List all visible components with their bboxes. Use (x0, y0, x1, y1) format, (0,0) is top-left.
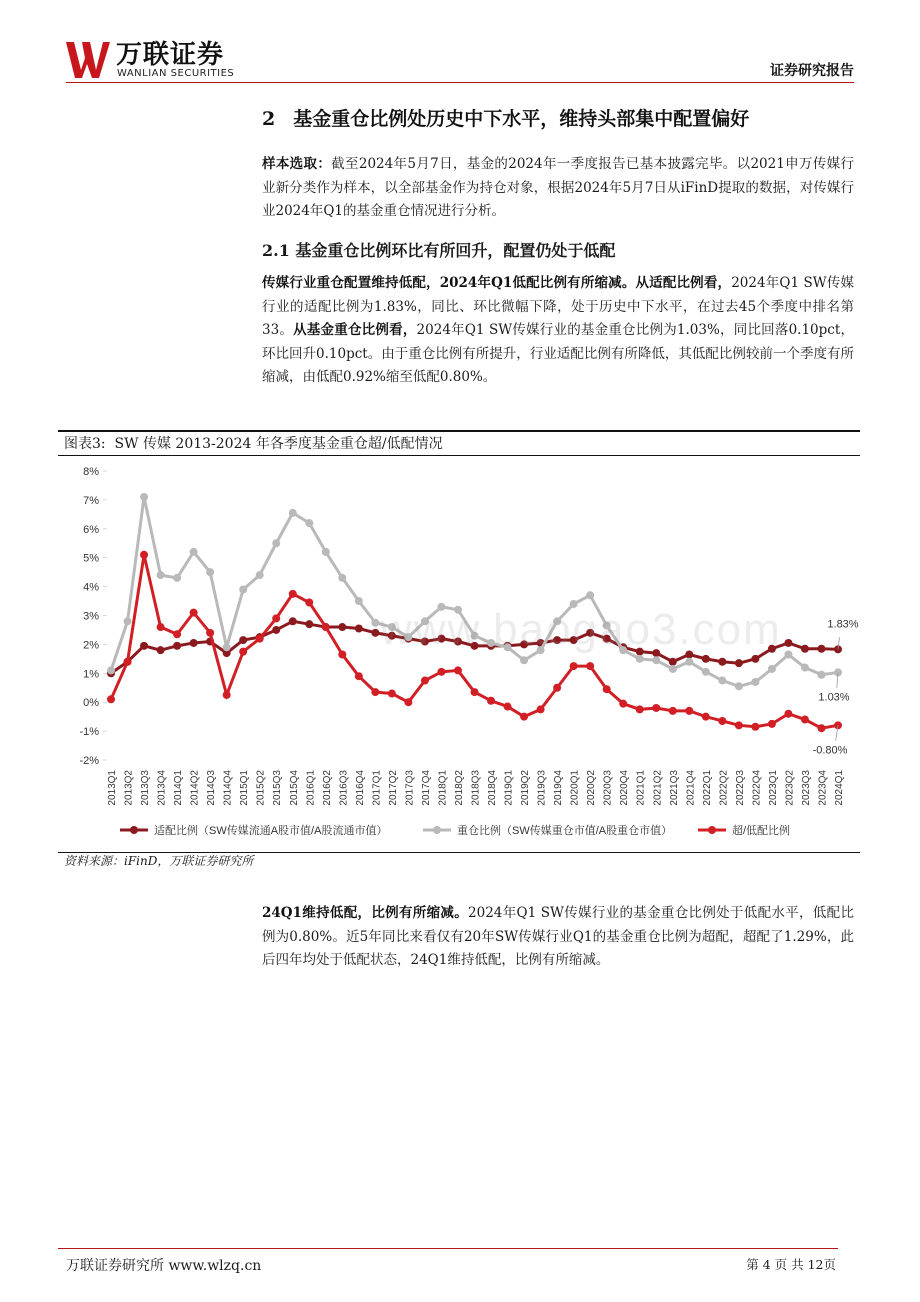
series-line-1 (111, 497, 838, 686)
x-tick-label: 2021Q2 (652, 770, 664, 806)
series-1-point (801, 664, 809, 672)
series-2-point (669, 707, 677, 715)
series-2-point (652, 704, 660, 712)
x-tick-label: 2016Q1 (305, 770, 317, 806)
series-2-point (751, 723, 759, 731)
x-tick-label: 2013Q2 (123, 770, 135, 806)
series-1-point (669, 665, 677, 673)
y-tick-label: 0% (83, 697, 99, 710)
series-2-point (768, 720, 776, 728)
series-1-point (338, 574, 346, 582)
x-tick-label: 2019Q1 (503, 770, 515, 806)
annotation-label: -0.80% (812, 744, 848, 757)
x-tick-label: 2015Q2 (255, 770, 267, 806)
series-1-point (817, 671, 825, 679)
series-0-point (140, 642, 148, 650)
series-2-point (256, 635, 264, 643)
conclusion-text: 2024年Q1 SW传媒行业的基金重仓比例处于低配水平，低配比例为0.80%。近5年同比来看仅有20年SW传媒行业Q1的基金重仓比例为超配，超配了1.29%，此后四年均处于低配状态，24Q1维持低配，比例有所缩减。 (262, 905, 854, 968)
series-2-point (190, 609, 198, 617)
annotation-label: 1.03% (818, 691, 850, 704)
series-1-point (107, 666, 115, 674)
series-1-point (371, 619, 379, 627)
x-tick-label: 2013Q1 (107, 770, 118, 806)
series-2-point (685, 707, 693, 715)
footer-divider (58, 1248, 838, 1249)
series-1-point (355, 597, 363, 605)
logo-text-cn: 万联证券 (116, 40, 225, 70)
y-tick-label: -1% (79, 726, 99, 739)
legend-swatch-point (708, 826, 716, 834)
series-2-point (107, 695, 115, 703)
series-0-point (289, 617, 297, 625)
x-tick-label: 2023Q4 (817, 770, 829, 806)
x-tick-label: 2021Q4 (685, 770, 697, 806)
series-2-point (487, 697, 495, 705)
x-tick-label: 2019Q4 (553, 770, 565, 806)
sample-label: 样本选取： (262, 156, 332, 172)
series-0-point (784, 639, 792, 647)
x-tick-label: 2020Q4 (619, 770, 631, 806)
x-tick-label: 2015Q1 (239, 770, 251, 806)
series-2-point (421, 677, 429, 685)
logo-text-en: WANLIAN SECURITIES (117, 68, 235, 79)
figure-title: SW 传媒 2013-2024 年各季度基金重仓超/低配情况 (114, 436, 443, 452)
x-tick-label: 2018Q3 (470, 770, 482, 806)
x-tick-label: 2021Q3 (668, 770, 680, 806)
legend-entry: 适配比例（SW传媒流通A股市值/A股流通市值） (154, 825, 388, 837)
series-0-point (669, 658, 677, 666)
section-title-text: 基金重仓比例处历史中下水平，维持头部集中配置偏好 (293, 108, 750, 130)
annotation-label: 1.83% (827, 618, 859, 631)
x-tick-label: 2023Q3 (800, 770, 812, 806)
series-0-point (801, 645, 809, 653)
series-2-point (140, 551, 148, 559)
series-2-point (537, 705, 545, 713)
wanlian-logo-icon (66, 40, 110, 80)
series-0-point (272, 626, 280, 634)
series-1-point (256, 571, 264, 579)
series-2-point (603, 685, 611, 693)
conclusion-bold: 24Q1维持低配，比例有所缩减。 (262, 905, 469, 921)
series-2-point (817, 724, 825, 732)
series-1-point (735, 682, 743, 690)
p1-bold-1: 传媒行业重仓配置维持低配，2024年Q1低配比例有所缩减。从适配比例看， (262, 275, 732, 291)
x-tick-label: 2017Q1 (371, 770, 383, 806)
series-1-point (124, 617, 132, 625)
x-tick-label: 2014Q1 (173, 770, 185, 806)
y-tick-label: 4% (83, 581, 99, 594)
sample-paragraph (262, 153, 854, 224)
series-2-point (173, 630, 181, 638)
series-0-point (718, 658, 726, 666)
x-tick-label: 2013Q3 (140, 770, 152, 806)
x-tick-label: 2014Q4 (222, 770, 234, 806)
x-tick-label: 2024Q1 (834, 770, 845, 806)
figure-caption (64, 433, 443, 453)
x-tick-label: 2017Q2 (387, 770, 399, 806)
series-2-point (223, 691, 231, 699)
x-tick-label: 2020Q2 (586, 770, 598, 806)
series-1-point (223, 643, 231, 651)
series-0-point (735, 659, 743, 667)
series-0-point (751, 655, 759, 663)
series-0-point (190, 639, 198, 647)
series-1-point (239, 585, 247, 593)
figure-source: 资料来源：iFinD，万联证券研究所 (64, 854, 254, 868)
x-tick-label: 2018Q1 (437, 770, 449, 806)
series-1-point (305, 519, 313, 527)
x-tick-label: 2015Q4 (288, 770, 300, 806)
series-1-point (173, 574, 181, 582)
series-1-point (702, 668, 710, 676)
x-tick-label: 2016Q4 (354, 770, 366, 806)
series-0-point (371, 629, 379, 637)
series-2-point (553, 684, 561, 692)
series-2-point (322, 623, 330, 631)
x-tick-label: 2022Q4 (751, 770, 763, 806)
series-0-point (355, 625, 363, 633)
x-tick-label: 2022Q2 (718, 770, 730, 806)
x-tick-label: 2017Q3 (404, 770, 416, 806)
series-1-point (140, 493, 148, 501)
series-1-point (768, 665, 776, 673)
legend-swatch-point (130, 826, 138, 834)
series-1-point (652, 656, 660, 664)
subsection-title (262, 238, 615, 261)
series-0-point (173, 642, 181, 650)
x-tick-label: 2018Q2 (453, 770, 465, 806)
footer-left: 万联证券研究所 www.wlzq.cn (66, 1258, 262, 1274)
x-tick-label: 2023Q1 (767, 770, 779, 806)
series-2-point (338, 651, 346, 659)
watermark-text: www.baogao3.com (380, 605, 782, 654)
conclusion-paragraph (262, 902, 854, 973)
x-tick-label: 2014Q3 (206, 770, 218, 806)
series-1-point (685, 658, 693, 666)
x-tick-label: 2016Q2 (321, 770, 333, 806)
y-tick-label: 8% (83, 466, 99, 478)
series-2-point (718, 717, 726, 725)
series-2-point (371, 688, 379, 696)
x-tick-label: 2021Q1 (635, 770, 647, 806)
page-number: 第 4 页 共 12页 (746, 1257, 836, 1272)
subsection-number: 2.1 (262, 241, 290, 260)
series-2-point (355, 672, 363, 680)
series-2-point (702, 713, 710, 721)
x-tick-label: 2019Q2 (520, 770, 532, 806)
series-1-point (206, 568, 214, 576)
x-tick-label: 2023Q2 (784, 770, 796, 806)
x-tick-label: 2013Q4 (156, 770, 168, 806)
series-1-point (586, 591, 594, 599)
y-tick-label: 3% (83, 610, 99, 623)
x-tick-label: 2019Q3 (536, 770, 548, 806)
series-0-point (702, 655, 710, 663)
series-2-point (388, 690, 396, 698)
series-1-point (190, 548, 198, 556)
doc-type-label: 证券研究报告 (770, 63, 854, 79)
subsection-title-text: 基金重仓比例环比有所回升，配置仍处于低配 (295, 241, 616, 260)
series-1-point (784, 651, 792, 659)
x-tick-label: 2018Q4 (487, 770, 499, 806)
series-0-point (305, 620, 313, 628)
series-2-point (801, 716, 809, 724)
series-0-point (239, 636, 247, 644)
sample-text: 截至2024年5月7日，基金的2024年一季度报告已基本披露完毕。以2021申万传媒行业新分类作为样本，以全部基金作为持仓对象，根据2024年5月7日从iFinD提取的数据，对传媒行业2024年Q1的基金重仓情况进行分析。 (262, 156, 855, 219)
y-tick-label: 2% (83, 639, 99, 652)
series-2-point (124, 658, 132, 666)
series-2-point (437, 668, 445, 676)
series-2-point (454, 666, 462, 674)
x-tick-label: 2022Q1 (701, 770, 713, 806)
p1-text-2: 2024年Q1 SW传媒行业的基金重仓比例为1.03%，同比回落0.10pct，环比回升0.10pct。由于重仓比例有所提升，行业适配比例有所降低，其低配比例较前一个季度有所缩减，由低配0.92%缩至低配0.80%。 (262, 322, 854, 385)
legend-entry: 超/低配比例 (732, 825, 791, 837)
series-1-point (289, 509, 297, 517)
series-1-point (636, 655, 644, 663)
series-0-point (338, 623, 346, 631)
series-1-point (157, 571, 165, 579)
x-tick-label: 2020Q3 (602, 770, 614, 806)
series-1-point (751, 678, 759, 686)
series-2-point (305, 598, 313, 606)
series-2-point (157, 623, 165, 631)
series-2-point (471, 688, 479, 696)
series-1-point (322, 548, 330, 556)
series-2-point (206, 629, 214, 637)
section-title (262, 104, 749, 131)
series-2-point (239, 648, 247, 656)
y-tick-label: 7% (83, 494, 99, 507)
series-2-point (404, 698, 412, 706)
x-tick-label: 2022Q3 (734, 770, 746, 806)
series-0-point (157, 646, 165, 654)
series-2-point (520, 713, 528, 721)
series-2-point (735, 721, 743, 729)
series-2-point (289, 590, 297, 598)
y-tick-label: -2% (79, 755, 99, 767)
legend-entry: 重仓比例（SW传媒重仓市值/A股重仓市值） (457, 825, 673, 837)
series-2-point (504, 703, 512, 711)
x-tick-label: 2020Q1 (569, 770, 581, 806)
x-tick-label: 2016Q3 (338, 770, 350, 806)
series-1-point (718, 677, 726, 685)
y-tick-label: 1% (83, 668, 99, 681)
series-2-point (586, 662, 594, 670)
x-tick-label: 2017Q4 (420, 770, 432, 806)
series-1-point (520, 656, 528, 664)
figure-label: 图表3: (64, 436, 106, 452)
p1-bold-2: 从基金重仓比例看， (293, 322, 417, 338)
y-tick-label: 5% (83, 552, 99, 565)
x-tick-label: 2014Q2 (189, 770, 201, 806)
series-0-point (817, 645, 825, 653)
series-2-point (784, 710, 792, 718)
series-2-point (570, 662, 578, 670)
series-2-point (636, 705, 644, 713)
section-number: 2 (262, 108, 276, 130)
legend-swatch-point (433, 826, 441, 834)
y-tick-label: 6% (83, 523, 99, 536)
series-1-point (272, 539, 280, 547)
header-divider (66, 82, 854, 83)
series-2-point (272, 614, 280, 622)
x-tick-label: 2015Q3 (272, 770, 284, 806)
p1-text-1: 2024年Q1 SW传媒行业的适配比例为1.83%，同比、环比微幅下降，处于历史中下水平，在过去45个季度中排名第33。 (262, 275, 854, 338)
series-2-point (619, 700, 627, 708)
analysis-paragraph (262, 272, 854, 390)
